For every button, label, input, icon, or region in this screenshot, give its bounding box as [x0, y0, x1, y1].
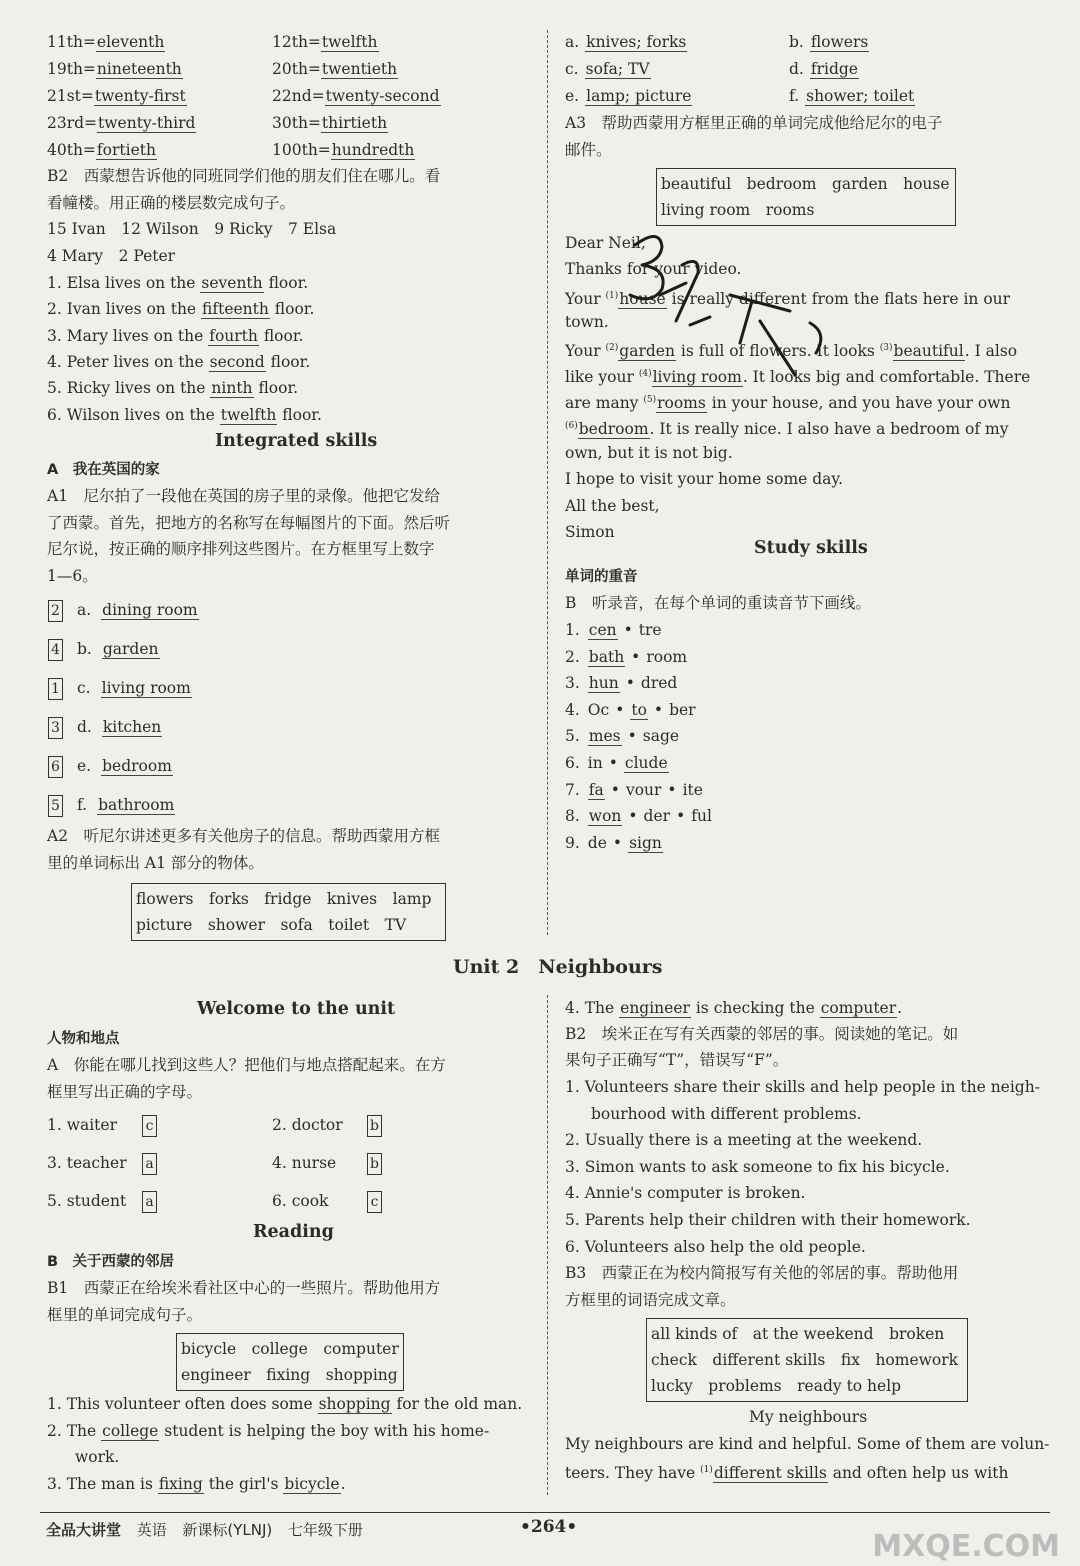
- syllable-dot: •: [623, 621, 633, 639]
- ordinal-number: 11th=: [47, 33, 96, 51]
- a1-line: 1—6。: [47, 567, 98, 586]
- room-item: [48, 598, 199, 622]
- a3-box-row-2: living room rooms: [661, 201, 815, 219]
- a1-line: 尼尔说，按正确的顺序排列这些图片。在方框里写上数字: [47, 540, 435, 559]
- reading-heading: Reading: [253, 1222, 334, 1242]
- ordinal-answer: twelfth: [321, 33, 378, 51]
- room-name: bathroom: [98, 796, 175, 814]
- syllable-dot: •: [625, 674, 635, 693]
- ordinal-number: 40th=: [47, 141, 96, 159]
- ordinal-answer: twenty-third: [98, 114, 196, 132]
- match-item: [47, 1151, 171, 1175]
- ordinal-right: [272, 113, 388, 133]
- letter-signature: Simon: [565, 523, 615, 541]
- letter-closing: All the best,: [565, 497, 660, 515]
- syllable: ber: [669, 700, 696, 719]
- syllable: fa: [588, 780, 604, 799]
- ordinal-answer: twentieth: [321, 60, 398, 78]
- sentence-text: floor.: [253, 379, 299, 398]
- syllable: bath: [588, 647, 625, 666]
- match-instruction-line: A 你能在哪儿找到这些人？把他们与地点搭配起来。在方: [47, 1056, 446, 1074]
- answer-letter: c.: [565, 60, 579, 78]
- room-order-box: 5: [48, 795, 63, 817]
- watermark-logo: MXQE.COM: [872, 1529, 1060, 1564]
- stress-instruction: B 听录音，在每个单词的重读音节下画线。: [565, 594, 871, 612]
- floor-sentence: [47, 273, 308, 293]
- word-stress-title: 单词的重音: [565, 569, 638, 585]
- room-letter: b.: [77, 640, 92, 658]
- syllable: won: [588, 807, 622, 826]
- study-skills-heading: Study skills: [754, 538, 868, 558]
- footer-subject: 英语: [136, 1521, 167, 1539]
- b2-instruction-cont: 看幢楼。用正确的楼层数完成句子。: [47, 194, 296, 212]
- column-divider-top: [547, 30, 548, 935]
- room-item: [48, 754, 173, 778]
- answer-4: living room: [652, 368, 742, 387]
- syllable: dred: [640, 674, 678, 693]
- answer-left: [565, 32, 687, 52]
- syllable-dot: •: [610, 780, 620, 799]
- floor-sentence: [47, 378, 298, 398]
- syllable: der: [643, 807, 671, 826]
- article-title: My neighbours: [749, 1408, 868, 1426]
- sentence-text: 4. Peter lives on the: [47, 352, 209, 371]
- b2-line: B2 埃米正在写有关西蒙的邻居的事。阅读她的笔记。如: [565, 1025, 959, 1043]
- a1-line: A1 尼尔拍了一段他在英国的房子里的录像。他把它发给: [47, 487, 441, 505]
- ordinal-answer: nineteenth: [96, 60, 182, 78]
- b2-instruction: B2 西蒙想告诉他的同班同学们他的朋友们住在哪儿。看: [47, 167, 441, 185]
- stress-word: [565, 833, 663, 853]
- ordinal-left: [47, 59, 183, 79]
- match-person: 4. nurse: [272, 1154, 337, 1172]
- handwriting-scribble: [590, 225, 850, 425]
- b1-box-row-1: bicycle college computer: [181, 1340, 399, 1358]
- ordinal-answer: thirtieth: [321, 114, 388, 132]
- b1-line: 框里的单词完成句子。: [47, 1306, 203, 1324]
- syllable-dot: •: [653, 700, 664, 719]
- match-answer-box: c: [142, 1115, 157, 1137]
- letter-line-8: I hope to visit your home some day.: [565, 470, 844, 488]
- floor-sentence: [47, 326, 303, 346]
- sentence-text: floor.: [269, 300, 315, 319]
- b1-sentence-2: 2. The college student is helping the boy with his home-: [47, 1422, 490, 1440]
- stress-word: [565, 726, 679, 746]
- article-line-2: teers. They have $^{(1)}$different skills and often help us with: [565, 1464, 1009, 1483]
- room-name: garden: [102, 640, 159, 658]
- b1-word-box: [176, 1333, 404, 1391]
- letter-line-3: Your $^{(2)}$garden is full of flowers. It looks $^{(3)}$beautiful. I also: [565, 342, 1018, 361]
- page-number: •264•: [520, 1517, 578, 1537]
- syllable-dot: •: [608, 754, 618, 772]
- word-number: 9.: [565, 833, 580, 852]
- a2-line: A2 听尼尔讲述更多有关他房子的信息。帮助西蒙用方框: [47, 827, 441, 845]
- room-name: living room: [101, 679, 191, 697]
- a2-box-row-1: flowers forks fridge knives lamp: [136, 890, 432, 908]
- answer-5: rooms: [657, 394, 706, 413]
- match-item: [272, 1189, 396, 1213]
- answer-letter: e.: [565, 87, 580, 105]
- word-number: 4.: [565, 700, 580, 719]
- ordinal-answer: fortieth: [96, 141, 156, 159]
- syllable: hun: [588, 674, 619, 693]
- section-a-title: A 我在英国的家: [47, 462, 160, 478]
- ordinal-right: [272, 140, 415, 160]
- column-divider-bottom: [547, 995, 548, 1495]
- footer-edition: 新课标(YLNJ): [182, 1521, 273, 1539]
- footer-grade: 七年级下册: [287, 1521, 363, 1539]
- room-name: dining room: [102, 601, 198, 619]
- letter-thanks: Thanks for your video.: [565, 260, 742, 278]
- letter-line-2: town.: [565, 313, 609, 331]
- syllable: vour: [625, 780, 662, 799]
- b1-box-row-2: engineer fixing shopping: [181, 1366, 398, 1384]
- room-order-box: 6: [48, 756, 63, 778]
- syllable: ite: [682, 780, 703, 799]
- syllable: to: [631, 700, 647, 719]
- room-order-box: 1: [48, 678, 63, 700]
- match-answer-box: b: [367, 1153, 382, 1175]
- word-number: 8.: [565, 807, 580, 826]
- sentence-text: 2. Ivan lives on the: [47, 300, 202, 319]
- answer-text: knives; forks: [586, 33, 687, 51]
- syllable: sage: [642, 727, 680, 746]
- footer-rule: [40, 1512, 1050, 1513]
- a3-line: 邮件。: [565, 141, 612, 159]
- answer-text: flowers: [810, 33, 869, 51]
- room-name: bedroom: [102, 757, 172, 775]
- b3-word-box: [646, 1318, 968, 1402]
- stress-word: [565, 673, 677, 693]
- syllable-dot: •: [631, 647, 641, 666]
- room-letter: f.: [77, 796, 88, 814]
- article-line-1: My neighbours are kind and helpful. Some of them are volun-: [565, 1435, 1050, 1453]
- room-letter: e.: [77, 757, 92, 775]
- b3-box-row-3: lucky problems ready to help: [651, 1377, 902, 1395]
- ordinal-answer: eleventh: [96, 33, 165, 51]
- footer-brand: 全品大讲堂: [46, 1521, 122, 1539]
- floor-sentence: [47, 405, 322, 425]
- ordinal-right: [272, 59, 398, 79]
- tf-statement: 5. Parents help their children with their homework.: [565, 1210, 971, 1229]
- syllable: ful: [691, 807, 712, 826]
- a3-line: A3 帮助西蒙用方框里正确的单词完成他给尼尔的电子: [565, 114, 943, 132]
- syllable: tre: [638, 621, 662, 639]
- a2-box-row-2: picture shower sofa toilet TV: [136, 916, 407, 934]
- room-item: [48, 715, 162, 739]
- word-number: 2.: [565, 647, 580, 666]
- sentence-text: floor.: [265, 352, 311, 371]
- tf-statement: 6. Volunteers also help the old people.: [565, 1237, 866, 1256]
- room-order-box: 4: [48, 639, 63, 661]
- footer: [46, 1519, 363, 1540]
- syllable-dot: •: [628, 807, 638, 826]
- ordinal-left: [47, 32, 165, 52]
- word-number: 3.: [565, 674, 580, 693]
- floor-sentence: [47, 299, 314, 319]
- b3-line: 方框里的词语完成文章。: [565, 1291, 736, 1309]
- tf-statement: 4. Annie's computer is broken.: [565, 1184, 806, 1203]
- syllable: clude: [624, 754, 668, 772]
- b1-line: B1 西蒙正在给埃米看社区中心的一些照片。帮助他用方: [47, 1279, 441, 1297]
- sentence-answer: fifteenth: [202, 300, 269, 319]
- match-item: [47, 1113, 171, 1137]
- sentence-text: 3. Mary lives on the: [47, 326, 209, 345]
- answer-3: beautiful: [893, 342, 964, 361]
- ordinal-left: [47, 113, 196, 133]
- stress-word: [565, 620, 662, 640]
- match-instruction-line: 框里写出正确的字母。: [47, 1083, 203, 1101]
- room-name: kitchen: [102, 718, 162, 736]
- sentence-answer: twelfth: [220, 405, 277, 424]
- syllable-dot: •: [627, 727, 637, 746]
- word-number: 7.: [565, 780, 580, 799]
- letter-line-5: are many $^{(5)}$rooms in your house, and you have your own: [565, 394, 1011, 413]
- floors-row-2: 4 Mary 2 Peter: [47, 247, 176, 265]
- room-item: [48, 793, 175, 817]
- match-answer-box: c: [367, 1191, 382, 1213]
- b3-line: B3 西蒙正在为校内简报写有关他的邻居的事。帮助他用: [565, 1264, 959, 1282]
- answer-2: garden: [619, 342, 675, 361]
- b3-box-row-1: all kinds of at the weekend broken: [651, 1325, 945, 1343]
- answer-right: [789, 32, 869, 52]
- room-order-box: 3: [48, 717, 63, 739]
- syllable: Oc: [587, 700, 610, 719]
- syllable: room: [646, 647, 688, 666]
- a3-word-box: [656, 168, 956, 226]
- word-number: 1.: [565, 621, 580, 639]
- a2-line: 里的单词标出 A1 部分的物体。: [47, 854, 264, 872]
- answer-letter: a.: [565, 33, 580, 51]
- ordinal-left: [47, 86, 187, 106]
- syllable-dot: •: [667, 780, 677, 799]
- answer-left: [565, 59, 651, 79]
- room-item: [48, 637, 160, 661]
- letter-line-6: $^{(6)}$bedroom. It is really nice. I also have a bedroom of my: [565, 420, 1009, 439]
- a2-word-box: [131, 883, 446, 941]
- answer-letter: f.: [789, 87, 800, 105]
- room-letter: d.: [77, 718, 92, 736]
- syllable: de: [587, 833, 607, 852]
- ordinal-answer: twenty-second: [325, 87, 440, 105]
- welcome-heading: Welcome to the unit: [197, 999, 396, 1019]
- sentence-text: 6. Wilson lives on the: [47, 405, 220, 424]
- answer-right: [789, 59, 859, 79]
- sentence-text: 5. Ricky lives on the: [47, 379, 211, 398]
- room-order-box: 2: [48, 600, 63, 622]
- syllable: in: [587, 754, 603, 772]
- letter-line-4: like your $^{(4)}$living room. It looks big and comfortable. There: [565, 368, 1031, 387]
- answer-text: shower; toilet: [806, 87, 915, 105]
- ordinal-number: 100th=: [272, 141, 331, 159]
- letter-line-7: own, but it is not big.: [565, 444, 733, 462]
- ordinal-number: 21st=: [47, 87, 94, 105]
- sentence-text: 1. Elsa lives on the: [47, 274, 201, 292]
- sentence-answer: seventh: [201, 274, 263, 292]
- b1-sentence-3: 3. The man is fixing the girl's bicycle.: [47, 1475, 346, 1493]
- match-person: 6. cook: [272, 1192, 329, 1210]
- sentence-text: floor.: [263, 274, 309, 292]
- b1-sentence-1: 1. This volunteer often does some shopping for the old man.: [47, 1395, 523, 1413]
- stress-word: [565, 700, 696, 720]
- match-answer-box: b: [367, 1115, 382, 1137]
- word-number: 5.: [565, 727, 580, 746]
- match-item: [272, 1113, 396, 1137]
- sentence-answer: second: [209, 352, 265, 371]
- stress-word: [565, 806, 712, 826]
- sentence-answer: ninth: [211, 379, 253, 398]
- integrated-skills-heading: Integrated skills: [215, 431, 378, 451]
- ordinal-number: 12th=: [272, 33, 321, 51]
- syllable: cen: [588, 621, 617, 639]
- floor-sentence: [47, 352, 310, 372]
- sentence-answer: fourth: [209, 326, 258, 345]
- answer-letter: b.: [789, 33, 804, 51]
- tf-statement: 3. Simon wants to ask someone to fix his bicycle.: [565, 1157, 950, 1176]
- tf-statement: 2. Usually there is a meeting at the weekend.: [565, 1131, 923, 1150]
- stress-word: [565, 780, 703, 800]
- a3-box-row-1: beautiful bedroom garden house: [661, 175, 950, 193]
- a1-line: 了西蒙。首先，把地方的名称写在每幅图片的下面。然后听: [47, 513, 451, 532]
- match-item: [272, 1151, 396, 1175]
- syllable: mes: [588, 727, 621, 746]
- syllable-dot: •: [612, 833, 623, 852]
- room-item: [48, 676, 192, 700]
- floors-row-1: 15 Ivan 12 Wilson 9 Ricky 7 Elsa: [47, 220, 337, 238]
- tf-statement-cont: bourhood with different problems.: [591, 1104, 862, 1123]
- ordinal-right: [272, 32, 379, 52]
- match-item: [47, 1189, 171, 1213]
- sentence-text: floor.: [258, 326, 304, 345]
- b3-box-row-2: check different skills fix homework: [651, 1351, 959, 1369]
- letter-greeting: Dear Neil,: [565, 234, 646, 252]
- answer-1: house: [619, 290, 666, 309]
- b2-line: 果句子正确写“T”，错误写“F”。: [565, 1051, 789, 1069]
- answer-right: [789, 86, 915, 106]
- stress-word: [565, 647, 687, 667]
- ordinal-left: [47, 140, 157, 160]
- section-b-title: B 关于西蒙的邻居: [47, 1254, 175, 1270]
- answer-text: fridge: [810, 60, 858, 78]
- room-letter: a.: [77, 601, 92, 619]
- answer-text: sofa; TV: [585, 60, 650, 78]
- match-person: 5. student: [47, 1192, 127, 1210]
- room-letter: c.: [77, 679, 91, 697]
- ordinal-answer: hundredth: [331, 141, 415, 159]
- syllable-dot: •: [676, 807, 686, 826]
- ordinal-answer: twenty-first: [94, 87, 186, 105]
- answer-left: [565, 86, 692, 106]
- b1-sentence-2-cont: work.: [75, 1448, 120, 1466]
- stress-word: [565, 753, 669, 773]
- word-number: 6.: [565, 754, 580, 772]
- answer-letter: d.: [789, 60, 804, 78]
- match-answer-box: a: [142, 1191, 157, 1213]
- ordinal-right: [272, 86, 441, 106]
- match-answer-box: a: [142, 1153, 157, 1175]
- tf-statement: 1. Volunteers share their skills and help people in the neigh-: [565, 1078, 1040, 1096]
- answer-6: bedroom: [578, 420, 649, 439]
- ordinal-number: 19th=: [47, 60, 96, 78]
- match-person: 3. teacher: [47, 1154, 127, 1172]
- sentence-text: floor.: [277, 405, 322, 424]
- match-person: 2. doctor: [272, 1116, 343, 1134]
- letter-line-1: Your $^{(1)}$house is really different from the flats here in our: [565, 290, 1011, 309]
- syllable-dot: •: [615, 700, 625, 719]
- b1-sentence-4: 4. The engineer is checking the computer.: [565, 999, 903, 1017]
- syllable: sign: [629, 833, 662, 852]
- unit-title: Unit 2 Neighbours: [453, 956, 663, 978]
- ordinal-number: 22nd=: [272, 87, 325, 105]
- answer-text: lamp; picture: [586, 87, 692, 105]
- match-person: 1. waiter: [47, 1116, 117, 1134]
- people-places-title: 人物和地点: [47, 1031, 120, 1047]
- ordinal-number: 23rd=: [47, 114, 98, 132]
- ordinal-number: 30th=: [272, 114, 321, 132]
- ordinal-number: 20th=: [272, 60, 321, 78]
